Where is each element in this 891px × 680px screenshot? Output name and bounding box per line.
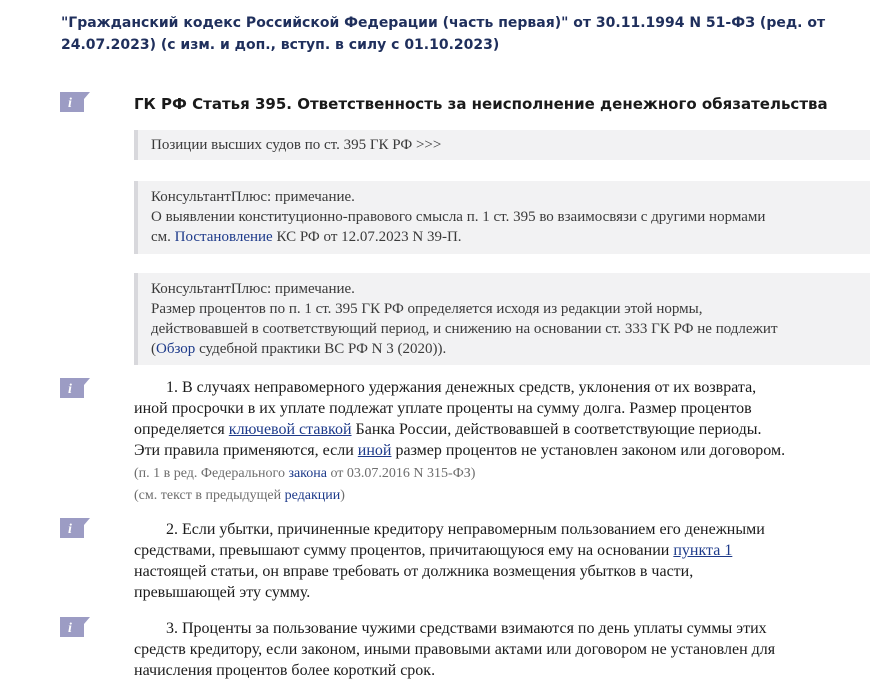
positions-note [134, 130, 870, 160]
note-text: О выявлении конституционно-правового смысла п. 1 ст. 395 во взаимосвязи с другими нормами [151, 209, 766, 225]
positions-link[interactable]: Позиции высших судов по ст. 395 ГК РФ >>> [151, 137, 442, 153]
info-icon[interactable] [60, 378, 90, 398]
info-icon[interactable] [60, 92, 90, 112]
consultant-note-2 [134, 273, 870, 365]
note-text: Размер процентов по п. 1 ст. 395 ГК РФ определяется исходя из редакции этой нормы, [151, 301, 703, 317]
svg-text:i: i [68, 382, 72, 397]
svg-text:i: i [68, 522, 72, 537]
note-text: см. Постановление КС РФ от 12.07.2023 N 39-П. [151, 229, 462, 245]
para-line: настоящей статьи, он вправе требовать от должника возмещения убытков в части, [134, 563, 694, 580]
para-line: средствами, превышают сумму процентов, причитающуюся ему на основании пункта 1 [134, 542, 733, 559]
info-icon[interactable] [60, 617, 90, 637]
note-text: действовавшей в соответствующий период, и снижению на основании ст. 333 ГК РФ не подлежит [151, 321, 778, 337]
consultant-note-1 [134, 181, 870, 254]
info-icon[interactable] [60, 518, 90, 538]
para-line: превышающей эту сумму. [134, 584, 311, 601]
paragraph-1 [134, 377, 874, 461]
edit-note: (см. текст в предыдущей редакции) [134, 488, 345, 503]
para-line: средств кредитору, если законом, иными правовыми актами или договором не установлен для [134, 641, 776, 658]
paragraph-2 [134, 519, 874, 603]
para-line: Эти правила применяются, если иной размер процентов не установлен законом или договором. [134, 442, 786, 459]
document-title: "Гражданский кодекс Российской Федерации (часть первая)" от 30.11.1994 N 51-ФЗ (ред. от 24.07.2023) (с изм. и доп., вступ. в силу с 01.10.2023) [61, 15, 826, 53]
previous-edition-link[interactable]: редакции [284, 488, 341, 503]
svg-text:i: i [68, 96, 72, 111]
note-heading: КонсультантПлюс: примечание. [151, 281, 355, 297]
para-line: 2. Если убытки, причиненные кредитору неправомерным пользованием его денежными [166, 521, 765, 538]
para-line: иной просрочки в их уплате подлежат уплате проценты на сумму долга. Размер процентов [134, 400, 752, 417]
paragraph-3 [134, 618, 874, 680]
other-rate-link[interactable]: иной [357, 442, 392, 459]
edit-note: (п. 1 в ред. Федерального закона от 03.07.2016 N 315-ФЗ) [134, 466, 476, 481]
federal-law-link[interactable]: закона [288, 466, 327, 481]
para-line: 3. Проценты за пользование чужими средствами взимаются по день уплаты суммы этих [166, 620, 767, 637]
para-line: 1. В случаях неправомерного удержания денежных средств, уклонения от их возврата, [166, 379, 757, 396]
para-line: определяется ключевой ставкой Банка России, действовавшей в соответствующие периоды. [134, 421, 762, 438]
resolution-link[interactable]: Постановление [174, 229, 273, 245]
article-title: ГК РФ Статья 395. Ответственность за неисполнение денежного обязательства [134, 95, 828, 113]
note-heading: КонсультантПлюс: примечание. [151, 189, 355, 205]
point-1-link[interactable]: пункта 1 [673, 542, 733, 559]
note-text: (Обзор судебной практики ВС РФ N 3 (2020)). [151, 341, 447, 357]
key-rate-link[interactable]: ключевой ставкой [228, 421, 352, 438]
para-line: начисления процентов более короткий срок. [134, 662, 436, 679]
svg-text:i: i [68, 621, 72, 636]
review-link[interactable]: Обзор [156, 341, 196, 357]
